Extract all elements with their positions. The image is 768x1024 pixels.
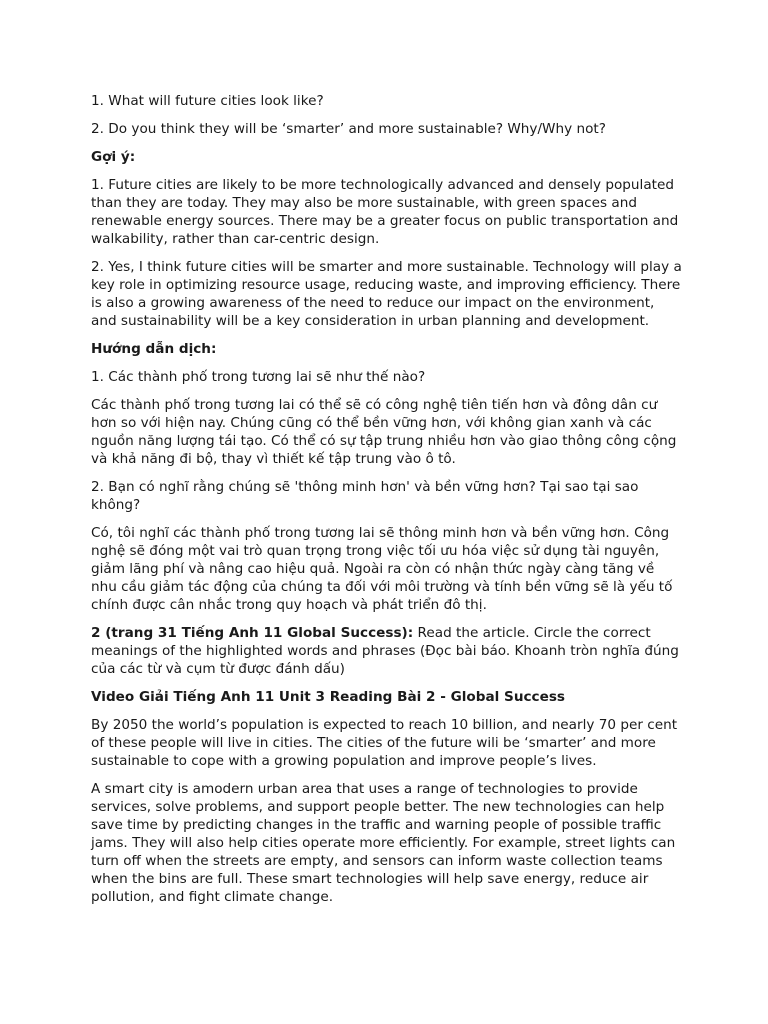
question-1: 1. What will future cities look like?: [91, 93, 324, 109]
exercise-2-label: 2 (trang 31 Tiếng Anh 11 Global Success):: [91, 625, 414, 641]
article-paragraph-2: A smart city is amodern urban area that uses a range of technologies to provide services, solve problems, and support people better. The new technologies can help save time by predicting changes in the traffic and warning people of possible traffic jams. They will also help cities operate more efficiently. For example, street lights can turn off when the streets are empty, and sensors can inform waste collection teams when the bins are full. These smart technologies will help save energy, reduce air pollution, and fight climate change.: [91, 781, 676, 905]
hint-answer-2: 2. Yes, I think future cities will be smarter and more sustainable. Technology will play a key role in optimizing resource usage, reducing waste, and improving efficiency. There is also a growing awareness of the need to reduce our impact on the environment, and sustainability will be a key consideration in urban planning and development.: [91, 259, 682, 329]
document-page: [91, 92, 683, 916]
translation-question-2: 2. Bạn có nghĩ rằng chúng sẽ 'thông minh hơn' và bền vững hơn? Tại sao tại sao không?: [91, 479, 639, 513]
hint-heading: Gợi ý:: [91, 149, 136, 165]
translation-answer-1: Các thành phố trong tương lai có thể sẽ có công nghệ tiên tiến hơn và đông dân cư hơn so với hiện nay. Chúng cũng có thể bền vững hơn, với không gian xanh và các nguồn năng lượng tái tạo. Có thể có sự tập trung nhiều hơn vào giao thông công cộng và khả năng đi bộ, thay vì thiết kế tập trung vào ô tô.: [91, 397, 677, 467]
question-2: 2. Do you think they will be ‘smarter’ and more sustainable? Why/Why not?: [91, 121, 606, 137]
exercise-2-paragraph: [91, 624, 683, 678]
exercise-2-instruction: Read the article. Circle the correct meanings of the highlighted words and phrases (Đọc bài báo. Khoanh tròn nghĩa đúng của các từ và cụm từ được đánh dấu): [91, 625, 679, 677]
hint-answer-1: 1. Future cities are likely to be more technologically advanced and densely populated than they are today. They may also be more sustainable, with green spaces and renewable energy sources. There may be a greater focus on public transportation and walkability, rather than car-centric design.: [91, 177, 679, 247]
article-paragraph-1: By 2050 the world’s population is expected to reach 10 billion, and nearly 70 per cent of these people will live in cities. The cities of the future wili be ‘smarter’ and more sustainable to cope with a growing population and improve people’s lives.: [91, 717, 678, 769]
translation-question-1: 1. Các thành phố trong tương lai sẽ như thế nào?: [91, 369, 426, 385]
translation-heading: Hướng dẫn dịch:: [91, 341, 217, 357]
translation-answer-2: Có, tôi nghĩ các thành phố trong tương lai sẽ thông minh hơn và bền vững hơn. Công nghệ sẽ đóng một vai trò quan trọng trong việc tối ưu hóa việc sử dụng tài nguyên, giảm lãng phí và nâng cao hiệu quả. Ngoài ra còn có nhận thức ngày càng tăng về nhu cầu giảm tác động của chúng ta đối với môi trường và tính bền vững sẽ là yếu tố chính được cân nhắc trong quy hoạch và phát triển đô thị.: [91, 525, 673, 613]
video-heading: Video Giải Tiếng Anh 11 Unit 3 Reading Bài 2 - Global Success: [91, 689, 566, 705]
